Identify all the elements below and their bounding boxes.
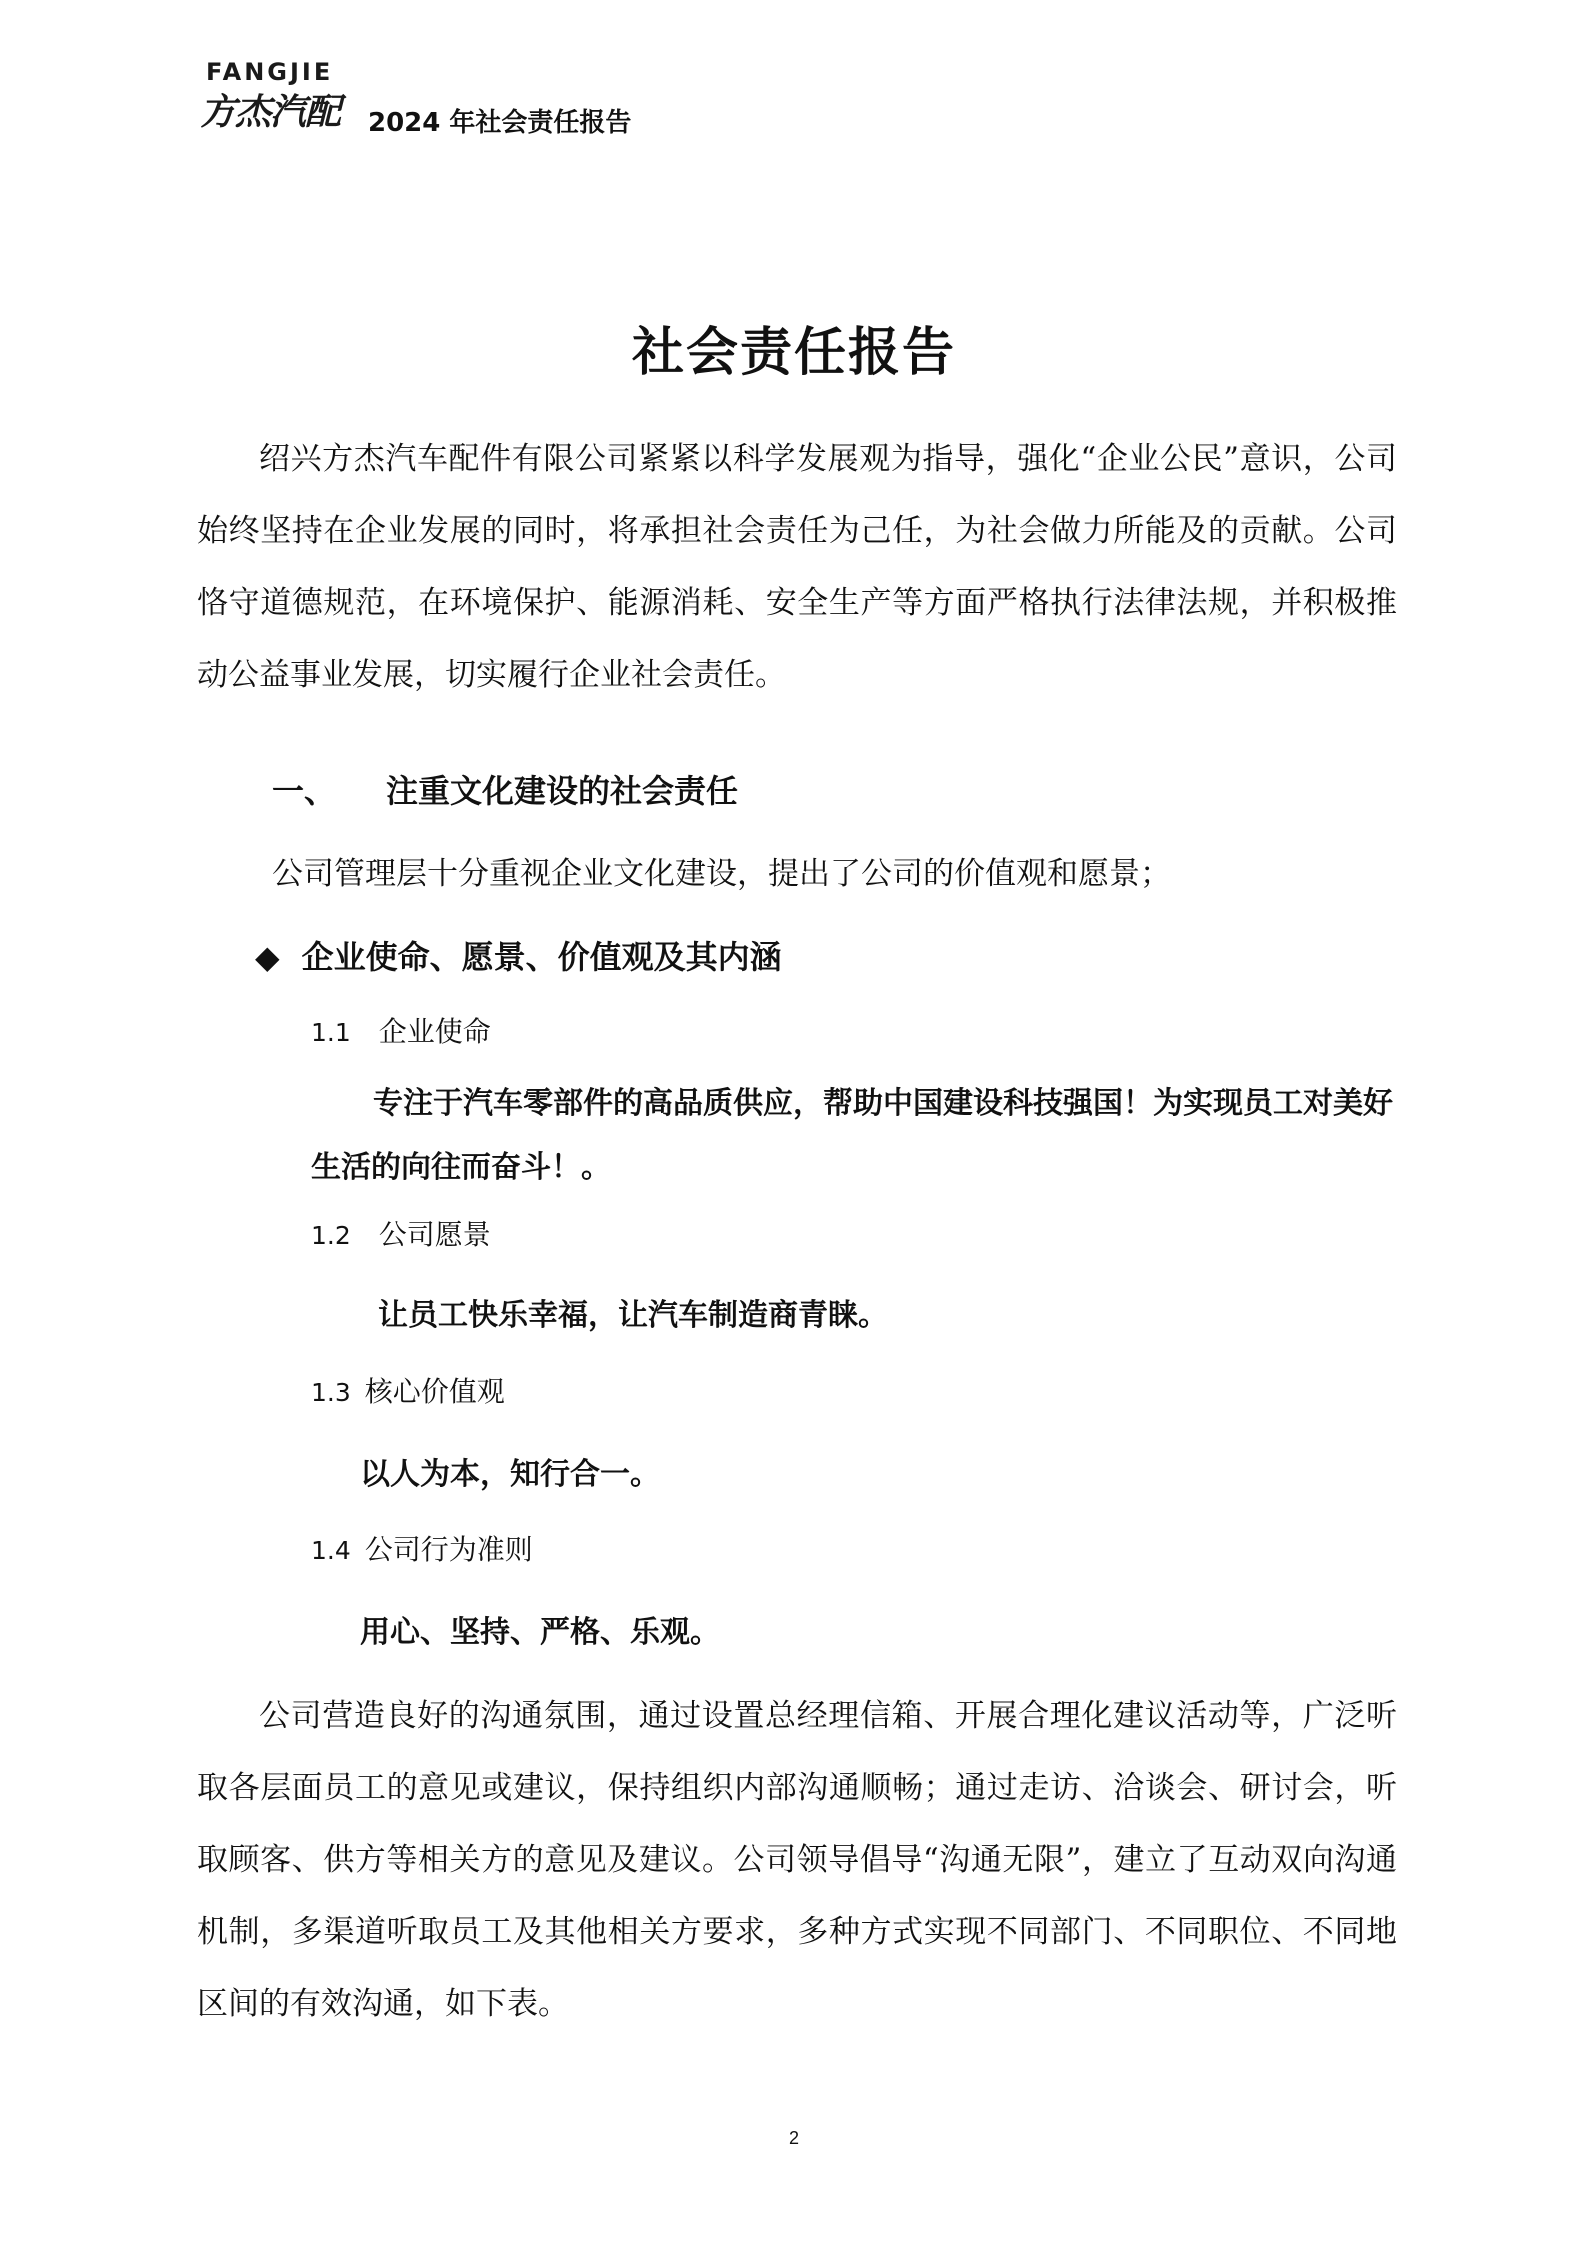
diamond-bullet-icon: ◆ <box>255 938 280 976</box>
item-number: 1.1 <box>311 1018 351 1047</box>
company-logo <box>200 58 370 133</box>
item-label: 公司行为准则 <box>364 1533 533 1566</box>
item-label: 核心价值观 <box>364 1375 505 1408</box>
item-number: 1.4 <box>311 1536 351 1565</box>
item-1-2-label <box>311 1213 491 1253</box>
page-number: 2 <box>788 2128 799 2148</box>
item-number: 1.2 <box>311 1221 351 1250</box>
item-1-2-content: 让员工快乐幸福，让汽车制造商青睐。 <box>378 1298 888 1333</box>
section-heading-text: 注重文化建设的社会责任 <box>386 772 739 810</box>
section-heading <box>272 766 738 812</box>
item-label: 公司愿景 <box>378 1218 491 1251</box>
logo-english-text: FANGJIE <box>206 58 334 86</box>
item-1-3-content: 以人为本，知行合一。 <box>360 1457 660 1492</box>
intro-paragraph: 绍兴方杰汽车配件有限公司紧紧以科学发展观为指导，强化“企业公民”意识，公司始终坚持在企业发展的同时，将承担社会责任为己任，为社会做力所能及的贡献。公司恪守道德规范，在环境保护、能源消耗、安全生产等方面严格执行法律法规，并积极推动公益事业发展，切实履行企业社会责任。 <box>197 441 1397 693</box>
logo-chinese-text: 方杰汽配 <box>200 92 341 133</box>
item-1-1-content: 专注于汽车零部件的高品质供应，帮助中国建设科技强国！为实现员工对美好生活的向往而奋斗！。 <box>311 1086 1393 1185</box>
section-lead: 公司管理层十分重视企业文化建设，提出了公司的价值观和愿景； <box>272 856 1171 892</box>
document-title: 社会责任报告 <box>631 323 956 383</box>
header-title: 2024 年社会责任报告 <box>368 108 632 138</box>
bullet-heading <box>255 932 782 978</box>
item-1-4-label <box>311 1528 533 1568</box>
item-1-3-label <box>311 1370 505 1410</box>
bullet-heading-text: 企业使命、愿景、价值观及其内涵 <box>301 938 782 976</box>
item-1-4-content: 用心、坚持、严格、乐观。 <box>360 1615 720 1650</box>
item-number: 1.3 <box>311 1378 351 1407</box>
item-1-1-label <box>311 1010 491 1050</box>
section-number: 一、 <box>272 772 337 810</box>
item-label: 企业使命 <box>378 1015 491 1048</box>
closing-paragraph: 公司营造良好的沟通氛围，通过设置总经理信箱、开展合理化建议活动等，广泛听取各层面员工的意见或建议，保持组织内部沟通顺畅；通过走访、洽谈会、研讨会，听取顾客、供方等相关方的意见及建议。公司领导倡导“沟通无限”，建立了互动双向沟通机制，多渠道听取员工及其他相关方要求，多种方式实现不同部门、不同职位、不同地区间的有效沟通，如下表。 <box>197 1698 1397 2022</box>
